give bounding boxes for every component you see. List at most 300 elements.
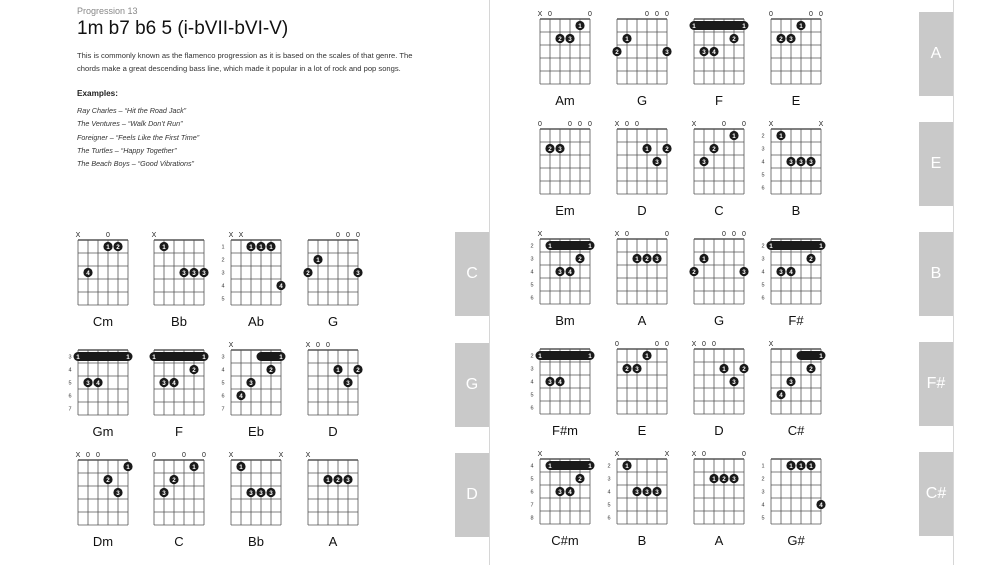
chord-name: D (637, 203, 647, 218)
finger-number: 2 (269, 366, 273, 374)
open-string-mark: 0 (645, 11, 649, 18)
open-string-mark: 0 (588, 11, 592, 18)
open-string-mark: 0 (346, 232, 350, 239)
finger-number: 3 (789, 158, 793, 166)
finger-number: 4 (712, 48, 716, 56)
chord-diagram (68, 350, 132, 439)
finger-number: 1 (152, 353, 156, 361)
fret-number: 5 (761, 282, 765, 289)
open-string-mark: 0 (702, 451, 706, 458)
chord-diagram (692, 121, 746, 218)
example-item: The Ventures – “Walk Don’t Run” (77, 119, 183, 129)
fret-number: 7 (530, 502, 534, 509)
finger-number: 1 (722, 365, 726, 373)
finger-number: 3 (568, 35, 572, 43)
finger-number: 3 (202, 269, 206, 277)
open-string-mark: 0 (96, 452, 100, 459)
muted-string-mark: X (238, 232, 244, 239)
open-string-mark: 0 (182, 452, 186, 459)
finger-number: 1 (578, 22, 582, 30)
finger-number: 2 (106, 476, 110, 484)
finger-number: 1 (645, 145, 649, 153)
chord-diagram (530, 231, 594, 328)
chord-diagram (769, 11, 823, 108)
chord-name: Dm (92, 534, 114, 549)
finger-number: 1 (799, 462, 803, 470)
finger-number: 1 (732, 132, 736, 140)
muted-string-mark: X (228, 342, 234, 349)
finger-number: 1 (712, 475, 716, 483)
fret-number: 4 (607, 489, 611, 496)
fret-number: 4 (530, 269, 534, 276)
open-string-mark: 0 (769, 11, 773, 18)
open-string-mark: 0 (356, 232, 360, 239)
chord-diagram (761, 121, 823, 218)
barre-bar (150, 352, 209, 361)
example-item: Ray Charles – “Hit the Road Jack” (77, 106, 187, 115)
chord-name: B (791, 203, 801, 218)
fret-number: 3 (530, 366, 534, 373)
fret-number: 2 (761, 476, 765, 483)
chord-diagram (615, 121, 672, 218)
muted-string-mark: X (691, 121, 697, 128)
finger-number: 2 (722, 475, 726, 483)
example-item: The Beach Boys – “Good Vibrations” (77, 159, 194, 169)
muted-string-mark: X (278, 452, 284, 459)
fret-number: 4 (530, 463, 534, 470)
finger-number: 1 (635, 255, 639, 263)
finger-number: 1 (742, 22, 746, 30)
finger-number: 1 (326, 476, 330, 484)
fret-number: 3 (221, 354, 225, 361)
finger-number: 1 (259, 243, 263, 251)
fret-number: 2 (530, 353, 534, 360)
key-tab-a[interactable]: A (919, 12, 953, 96)
chord-name: F (715, 93, 723, 108)
finger-number: 1 (819, 352, 823, 360)
open-string-mark: 0 (578, 121, 582, 128)
page-title: 1m b7 b6 5 (i-bVII-bVI-V) (77, 18, 289, 39)
open-string-mark: 0 (722, 231, 726, 238)
finger-number: 2 (809, 365, 813, 373)
finger-number: 4 (779, 391, 783, 399)
muted-string-mark: X (768, 121, 774, 128)
open-string-mark: 0 (615, 341, 619, 348)
finger-number: 3 (635, 365, 639, 373)
examples-heading: Examples: (77, 89, 118, 98)
finger-number: 3 (192, 269, 196, 277)
chord-name: A (637, 313, 647, 328)
finger-number: 1 (702, 255, 706, 263)
finger-number: 1 (625, 35, 629, 43)
finger-number: 1 (799, 22, 803, 30)
finger-number: 3 (558, 145, 562, 153)
finger-number: 2 (336, 476, 340, 484)
chord-diagram (150, 350, 209, 439)
finger-number: 3 (732, 475, 736, 483)
chord-diagram (769, 341, 826, 438)
chord-name: G (636, 93, 648, 108)
fret-number: 3 (221, 270, 225, 277)
finger-number: 2 (116, 243, 120, 251)
finger-number: 1 (588, 462, 592, 470)
open-string-mark: 0 (655, 11, 659, 18)
finger-number: 3 (86, 379, 90, 387)
open-string-mark: 0 (152, 452, 156, 459)
chord-diagram (538, 121, 592, 218)
finger-number: 1 (625, 462, 629, 470)
fret-number: 5 (68, 380, 72, 387)
finger-number: 4 (172, 379, 176, 387)
fret-number: 6 (530, 489, 534, 496)
fret-number: 4 (761, 502, 765, 509)
fret-number: 5 (221, 296, 225, 303)
chord-name: B (637, 533, 647, 548)
finger-number: 2 (779, 35, 783, 43)
finger-number: 1 (779, 132, 783, 140)
chord-name: Gm (92, 424, 114, 439)
chord-name: A (328, 534, 338, 549)
finger-number: 3 (558, 488, 562, 496)
finger-number: 3 (809, 158, 813, 166)
fret-number: 6 (607, 515, 611, 522)
chord-name: Cm (92, 314, 114, 329)
open-string-mark: 0 (655, 341, 659, 348)
finger-number: 3 (789, 35, 793, 43)
fret-number: 5 (607, 502, 611, 509)
finger-number: 1 (645, 352, 649, 360)
fret-number: 1 (221, 244, 225, 251)
open-string-mark: 0 (732, 231, 736, 238)
muted-string-mark: X (691, 451, 697, 458)
fret-number: 2 (530, 243, 534, 250)
fret-number: 3 (761, 146, 765, 153)
fret-number: 6 (221, 393, 225, 400)
finger-number: 2 (192, 366, 196, 374)
chord-name: F (175, 424, 183, 439)
chord-diagram (303, 232, 362, 329)
muted-string-mark: X (305, 342, 311, 349)
muted-string-mark: X (537, 451, 543, 458)
chord-diagram (690, 19, 749, 108)
open-string-mark: 0 (665, 341, 669, 348)
finger-number: 1 (789, 462, 793, 470)
finger-number: 2 (615, 48, 619, 56)
finger-number: 4 (96, 379, 100, 387)
finger-number: 2 (548, 145, 552, 153)
chord-name: F# (788, 313, 804, 328)
muted-string-mark: X (537, 11, 543, 18)
finger-number: 3 (655, 158, 659, 166)
muted-string-mark: X (614, 121, 620, 128)
fret-number: 5 (761, 515, 765, 522)
fret-number: 3 (607, 476, 611, 483)
finger-number: 4 (279, 282, 283, 290)
finger-number: 1 (336, 366, 340, 374)
finger-number: 1 (239, 463, 243, 471)
open-string-mark: 0 (538, 121, 542, 128)
finger-number: 3 (269, 489, 273, 497)
chord-name: F#m (552, 423, 578, 438)
chord-diagram (76, 452, 133, 549)
chord-diagram (538, 11, 592, 108)
fret-number: 3 (761, 256, 765, 263)
fret-number: 7 (221, 406, 225, 413)
chord-diagram (761, 459, 825, 548)
chord-name: Am (555, 93, 575, 108)
muted-string-mark: X (537, 231, 543, 238)
chord-diagram (692, 341, 749, 438)
fret-number: 6 (761, 295, 765, 302)
finger-number: 4 (568, 488, 572, 496)
finger-number: 3 (162, 489, 166, 497)
finger-number: 3 (665, 48, 669, 56)
open-string-mark: 0 (742, 451, 746, 458)
finger-number: 3 (558, 268, 562, 276)
finger-number: 3 (655, 255, 659, 263)
fret-number: 4 (68, 367, 72, 374)
chord-name: D (328, 424, 338, 439)
open-string-mark: 0 (106, 232, 110, 239)
chord-diagram (692, 451, 746, 548)
muted-string-mark: X (75, 232, 81, 239)
fret-number: 5 (530, 476, 534, 483)
finger-number: 3 (702, 48, 706, 56)
key-tab-g[interactable]: G (455, 343, 489, 427)
fret-number: 2 (761, 133, 765, 140)
chord-name: A (714, 533, 724, 548)
finger-number: 2 (306, 269, 310, 277)
progression-description: This is commonly known as the flamenco progression as it is based on the scales of that genre. The chords make a great descending bass line, which made it popular in a lot of rock and pop songs. (77, 51, 413, 73)
open-string-mark: 0 (336, 232, 340, 239)
open-string-mark: 0 (326, 342, 330, 349)
finger-number: 1 (769, 242, 773, 250)
finger-number: 1 (279, 353, 283, 361)
finger-number: 2 (732, 35, 736, 43)
key-tab-f-sharp[interactable]: F# (919, 342, 953, 426)
open-string-mark: 0 (625, 231, 629, 238)
finger-number: 1 (548, 462, 552, 470)
fret-number: 5 (530, 282, 534, 289)
open-string-mark: 0 (742, 121, 746, 128)
finger-number: 1 (819, 242, 823, 250)
fret-number: 5 (530, 392, 534, 399)
finger-number: 3 (732, 378, 736, 386)
finger-number: 2 (809, 255, 813, 263)
chord-name: C#m (551, 533, 579, 548)
chord-diagram (612, 11, 671, 108)
fret-number: 6 (68, 393, 72, 400)
key-tab-b[interactable]: B (919, 232, 953, 316)
chord-name: Em (555, 203, 575, 218)
open-string-mark: 0 (316, 342, 320, 349)
finger-number: 2 (356, 366, 360, 374)
muted-string-mark: X (664, 451, 670, 458)
finger-number: 4 (558, 378, 562, 386)
barre-bar (690, 21, 749, 30)
barre-bar (767, 241, 826, 250)
example-item: The Turtles – “Happy Together” (77, 145, 177, 155)
chord-name: Ab (248, 314, 264, 329)
open-string-mark: 0 (625, 121, 629, 128)
finger-number: 1 (126, 463, 130, 471)
chord-name: E (637, 423, 647, 438)
finger-number: 2 (712, 145, 716, 153)
key-tab-c[interactable]: C (455, 232, 489, 316)
muted-string-mark: X (614, 231, 620, 238)
finger-number: 2 (742, 365, 746, 373)
chord-diagram (615, 231, 669, 328)
open-string-mark: 0 (665, 11, 669, 18)
finger-number: 1 (126, 353, 130, 361)
finger-number: 1 (192, 463, 196, 471)
open-string-mark: 0 (712, 341, 716, 348)
finger-number: 4 (568, 268, 572, 276)
chord-diagram (607, 451, 669, 548)
finger-number: 1 (588, 242, 592, 250)
fret-number: 6 (761, 185, 765, 192)
finger-number: 1 (202, 353, 206, 361)
chord-diagram (615, 341, 669, 438)
fret-number: 4 (761, 159, 765, 166)
key-tab-e[interactable]: E (919, 122, 953, 206)
example-item: Foreigner – “Feels Like the First Time” (77, 132, 200, 142)
chord-name: D (714, 423, 724, 438)
finger-number: 1 (809, 462, 813, 470)
fret-number: 4 (530, 379, 534, 386)
finger-number: 1 (588, 352, 592, 360)
chord-diagram (761, 239, 825, 328)
finger-number: 3 (182, 269, 186, 277)
finger-number: 3 (655, 488, 659, 496)
fret-number: 1 (761, 463, 765, 470)
chord-diagram (152, 452, 206, 549)
finger-number: 2 (578, 255, 582, 263)
muted-string-mark: X (75, 452, 81, 459)
finger-number: 2 (558, 35, 562, 43)
finger-number: 1 (692, 22, 696, 30)
chord-name: Bb (171, 314, 187, 329)
finger-number: 1 (538, 352, 542, 360)
fret-number: 7 (68, 406, 72, 413)
finger-number: 3 (346, 379, 350, 387)
open-string-mark: 0 (722, 121, 726, 128)
fret-number: 5 (761, 172, 765, 179)
muted-string-mark: X (691, 341, 697, 348)
barre-bar (546, 461, 595, 470)
chord-diagram (306, 342, 363, 439)
muted-string-mark: X (151, 232, 157, 239)
fret-number: 3 (68, 354, 72, 361)
finger-number: 1 (548, 242, 552, 250)
chord-diagram (221, 232, 285, 329)
fret-number: 4 (221, 283, 225, 290)
finger-number: 4 (86, 269, 90, 277)
fret-number: 8 (530, 515, 534, 522)
open-string-mark: 0 (635, 121, 639, 128)
finger-number: 3 (249, 379, 253, 387)
fret-number: 4 (761, 269, 765, 276)
finger-number: 1 (249, 243, 253, 251)
key-tab-d[interactable]: D (455, 453, 489, 537)
barre-bar (74, 352, 133, 361)
chord-name: Bb (248, 534, 264, 549)
open-string-mark: 0 (588, 121, 592, 128)
finger-number: 1 (269, 243, 273, 251)
fret-number: 4 (221, 367, 225, 374)
open-string-mark: 0 (665, 231, 669, 238)
fret-number: 6 (530, 295, 534, 302)
finger-number: 1 (106, 243, 110, 251)
open-string-mark: 0 (202, 452, 206, 459)
chord-diagram (229, 452, 284, 549)
fret-number: 3 (530, 256, 534, 263)
chord-name: C# (787, 423, 805, 438)
open-string-mark: 0 (742, 231, 746, 238)
chord-name: E (791, 93, 801, 108)
finger-number: 3 (356, 269, 360, 277)
finger-number: 3 (346, 476, 350, 484)
finger-number: 3 (702, 158, 706, 166)
finger-number: 3 (249, 489, 253, 497)
open-string-mark: 0 (548, 11, 552, 18)
chord-diagram (76, 232, 128, 329)
muted-string-mark: X (305, 452, 311, 459)
finger-number: 2 (172, 476, 176, 484)
chord-name: C (714, 203, 724, 218)
finger-number: 3 (645, 488, 649, 496)
key-tab-c-sharp[interactable]: C# (919, 452, 953, 536)
muted-string-mark: X (228, 452, 234, 459)
chord-diagram (221, 342, 285, 439)
chord-name: G (713, 313, 725, 328)
progression-label: Progression 13 (77, 6, 138, 16)
finger-number: 2 (578, 475, 582, 483)
chord-name: Eb (248, 424, 264, 439)
finger-number: 3 (635, 488, 639, 496)
finger-number: 2 (645, 255, 649, 263)
fret-number: 2 (607, 463, 611, 470)
finger-number: 3 (779, 268, 783, 276)
chord-name: C (174, 534, 184, 549)
muted-string-mark: X (818, 121, 824, 128)
finger-number: 3 (548, 378, 552, 386)
chord-name: Bm (555, 313, 575, 328)
fret-number: 2 (761, 243, 765, 250)
chord-diagram (306, 452, 358, 549)
muted-string-mark: X (614, 451, 620, 458)
finger-number: 1 (316, 256, 320, 264)
finger-number: 3 (789, 378, 793, 386)
fret-number: 6 (530, 405, 534, 412)
finger-number: 1 (76, 353, 80, 361)
finger-number: 1 (162, 243, 166, 251)
finger-number: 2 (692, 268, 696, 276)
finger-number: 3 (742, 268, 746, 276)
finger-number: 2 (665, 145, 669, 153)
open-string-mark: 0 (86, 452, 90, 459)
chord-diagram (152, 232, 209, 329)
open-string-mark: 0 (702, 341, 706, 348)
barre-bar (536, 351, 595, 360)
fret-number: 5 (221, 380, 225, 387)
finger-number: 4 (239, 392, 243, 400)
finger-number: 3 (799, 158, 803, 166)
finger-number: 4 (789, 268, 793, 276)
open-string-mark: 0 (809, 11, 813, 18)
chord-diagram (689, 231, 748, 328)
finger-number: 3 (259, 489, 263, 497)
